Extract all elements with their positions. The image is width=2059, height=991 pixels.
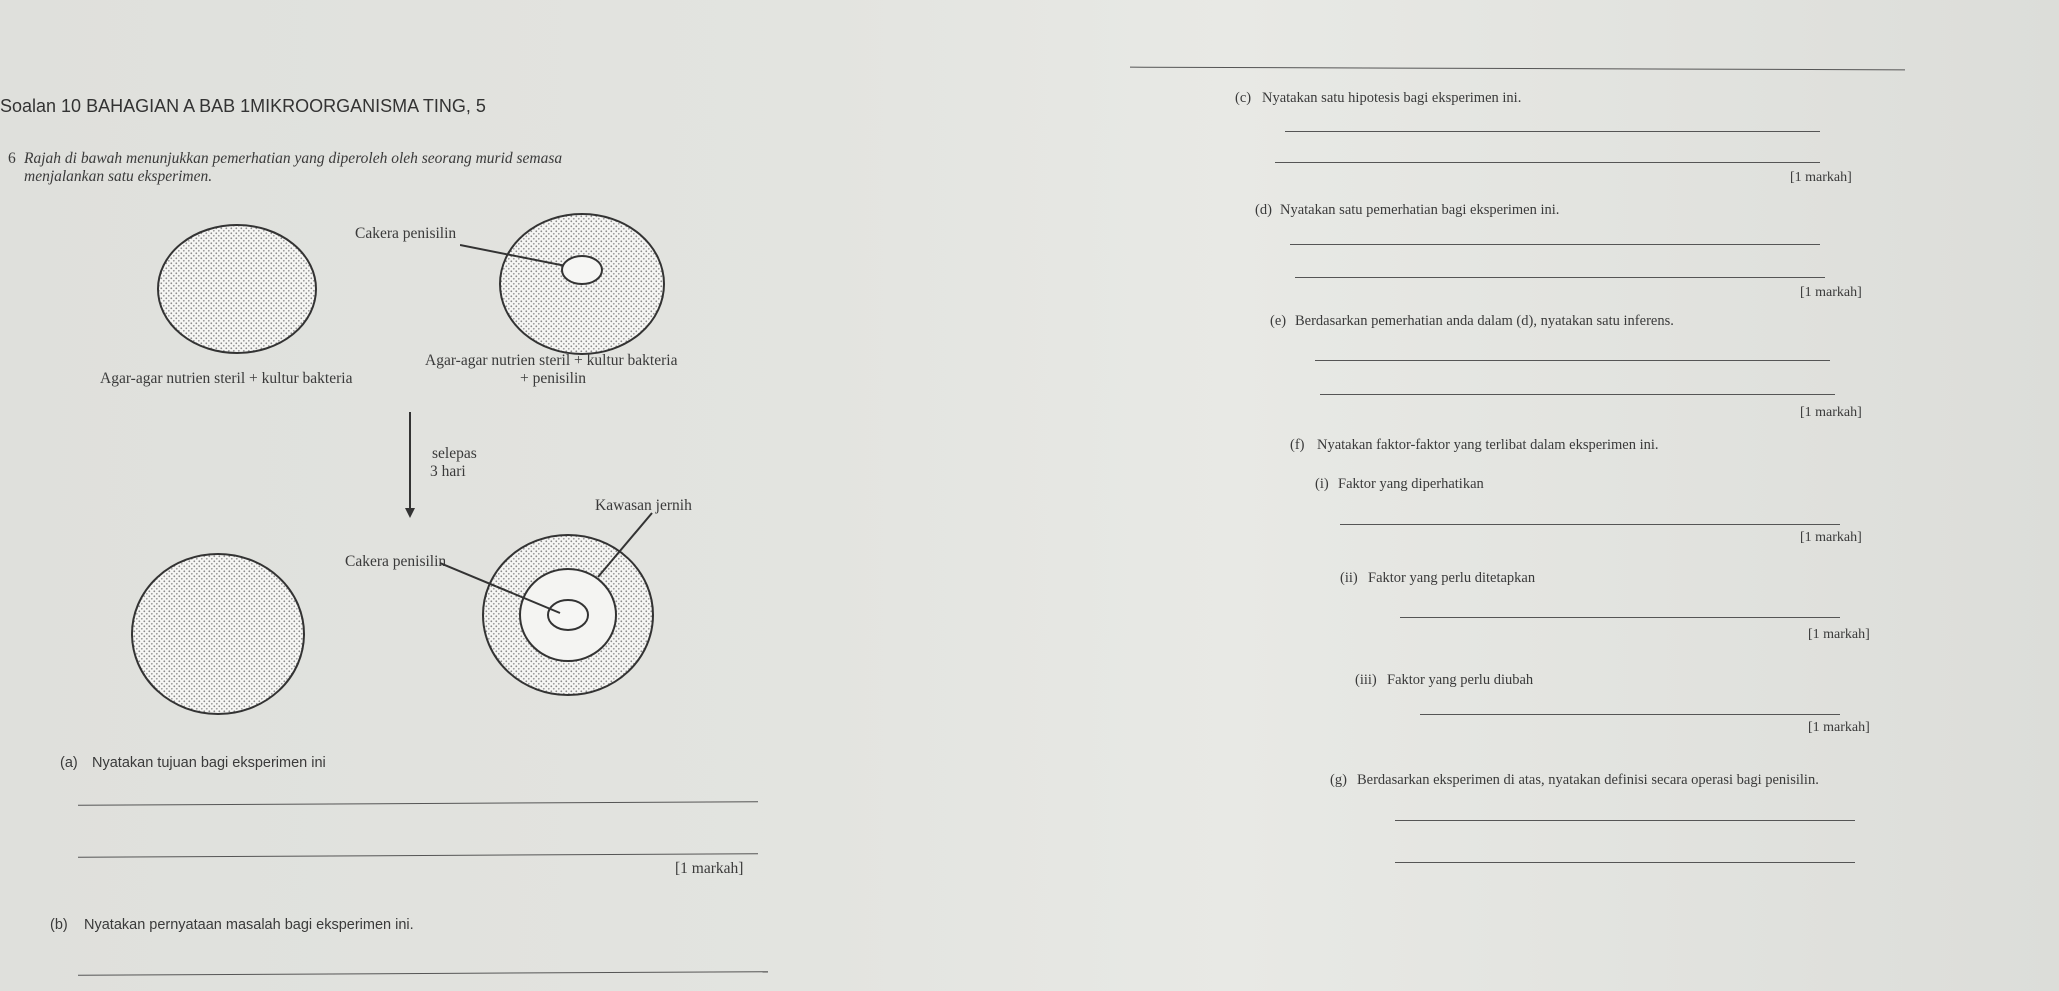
penicillin-disc-after — [548, 600, 588, 630]
part-a-answer-line-2[interactable] — [78, 853, 758, 858]
part-fiii-answer-line[interactable] — [1420, 714, 1840, 715]
part-fii-answer-line[interactable] — [1400, 617, 1840, 618]
part-f-label: (f) — [1290, 437, 1305, 453]
part-fii-label: (ii) — [1340, 570, 1358, 586]
part-d-label: (d) — [1255, 202, 1272, 218]
part-a-text: Nyatakan tujuan bagi eksperimen ini — [92, 755, 326, 771]
control-petri-dish-after — [128, 550, 308, 720]
part-c-label: (c) — [1235, 90, 1252, 106]
question-number: 6 — [8, 150, 16, 167]
part-fii-mark: [1 markah] — [1808, 627, 1870, 642]
part-c-answer-line-2[interactable] — [1275, 162, 1820, 163]
part-c-mark: [1 markah] — [1790, 170, 1852, 185]
part-e-answer-line-1[interactable] — [1315, 360, 1830, 361]
part-fii-text: Faktor yang perlu ditetapkan — [1368, 570, 1536, 586]
question-intro-line1: Rajah di bawah menunjukkan pemerhatian yang diperoleh oleh seorang murid semasa — [24, 150, 563, 167]
part-b-label: (b) — [50, 917, 68, 933]
part-fi-mark: [1 markah] — [1800, 530, 1862, 545]
part-fi-text: Faktor yang diperhatikan — [1338, 476, 1484, 492]
label-cakera-bottom: Cakera penisilin — [345, 553, 447, 570]
right-page — [1030, 0, 2059, 991]
label-left-plate: Agar-agar nutrien steril + kultur bakteria — [100, 370, 353, 387]
penicillin-disc-before — [562, 256, 602, 284]
part-fiii-mark: [1 markah] — [1808, 720, 1870, 735]
part-a-label: (a) — [60, 755, 78, 771]
part-e-label: (e) — [1270, 313, 1287, 329]
part-a-answer-line-1[interactable] — [78, 801, 758, 806]
kawasan-pointer — [590, 505, 660, 585]
label-right-plate-2: + penisilin — [520, 370, 587, 387]
part-fiii-label: (iii) — [1355, 672, 1377, 688]
page-top-rule — [1130, 67, 1905, 71]
penicillin-petri-dish — [460, 200, 680, 370]
label-kawasan-jernih: Kawasan jernih — [595, 497, 692, 514]
control-petri-dish — [155, 222, 320, 357]
part-b-answer-line-1[interactable] — [78, 971, 768, 976]
part-e-text: Berdasarkan pemerhatian anda dalam (d), nyatakan satu inferens. — [1295, 313, 1674, 329]
label-right-plate-1: Agar-agar nutrien steril + kultur bakteria — [425, 352, 678, 369]
part-g-answer-line-1[interactable] — [1395, 820, 1855, 821]
part-d-text: Nyatakan satu pemerhatian bagi eksperimen ini. — [1280, 202, 1560, 218]
part-e-answer-line-2[interactable] — [1320, 394, 1835, 395]
part-fi-label: (i) — [1315, 476, 1329, 492]
part-c-text: Nyatakan satu hipotesis bagi eksperimen ini. — [1262, 90, 1522, 106]
label-cakera-top: Cakera penisilin — [355, 225, 457, 242]
part-d-answer-line-2[interactable] — [1295, 277, 1825, 278]
part-e-mark: [1 markah] — [1800, 405, 1862, 420]
question-intro-line2: menjalankan satu eksperimen. — [24, 168, 213, 185]
label-3-hari: 3 hari — [430, 463, 466, 480]
part-c-answer-line-1[interactable] — [1285, 131, 1820, 132]
part-g-answer-line-2[interactable] — [1395, 862, 1855, 863]
part-g-text: Berdasarkan eksperimen di atas, nyatakan definisi secara operasi bagi penisilin. — [1357, 772, 1819, 788]
header-title: Soalan 10 BAHAGIAN A BAB 1MIKROORGANISMA TING, 5 — [0, 96, 486, 116]
part-f-text: Nyatakan faktor-faktor yang terlibat dalam eksperimen ini. — [1317, 437, 1659, 453]
part-d-answer-line-1[interactable] — [1290, 244, 1820, 245]
part-g-label: (g) — [1330, 772, 1347, 788]
part-b-text: Nyatakan pernyataan masalah bagi eksperimen ini. — [84, 917, 414, 933]
part-d-mark: [1 markah] — [1800, 285, 1862, 300]
part-fiii-text: Faktor yang perlu diubah — [1387, 672, 1534, 688]
part-fi-answer-line[interactable] — [1340, 524, 1840, 525]
down-arrow — [400, 410, 420, 522]
label-selepas: selepas — [432, 445, 477, 462]
part-a-mark: [1 markah] — [675, 860, 744, 877]
